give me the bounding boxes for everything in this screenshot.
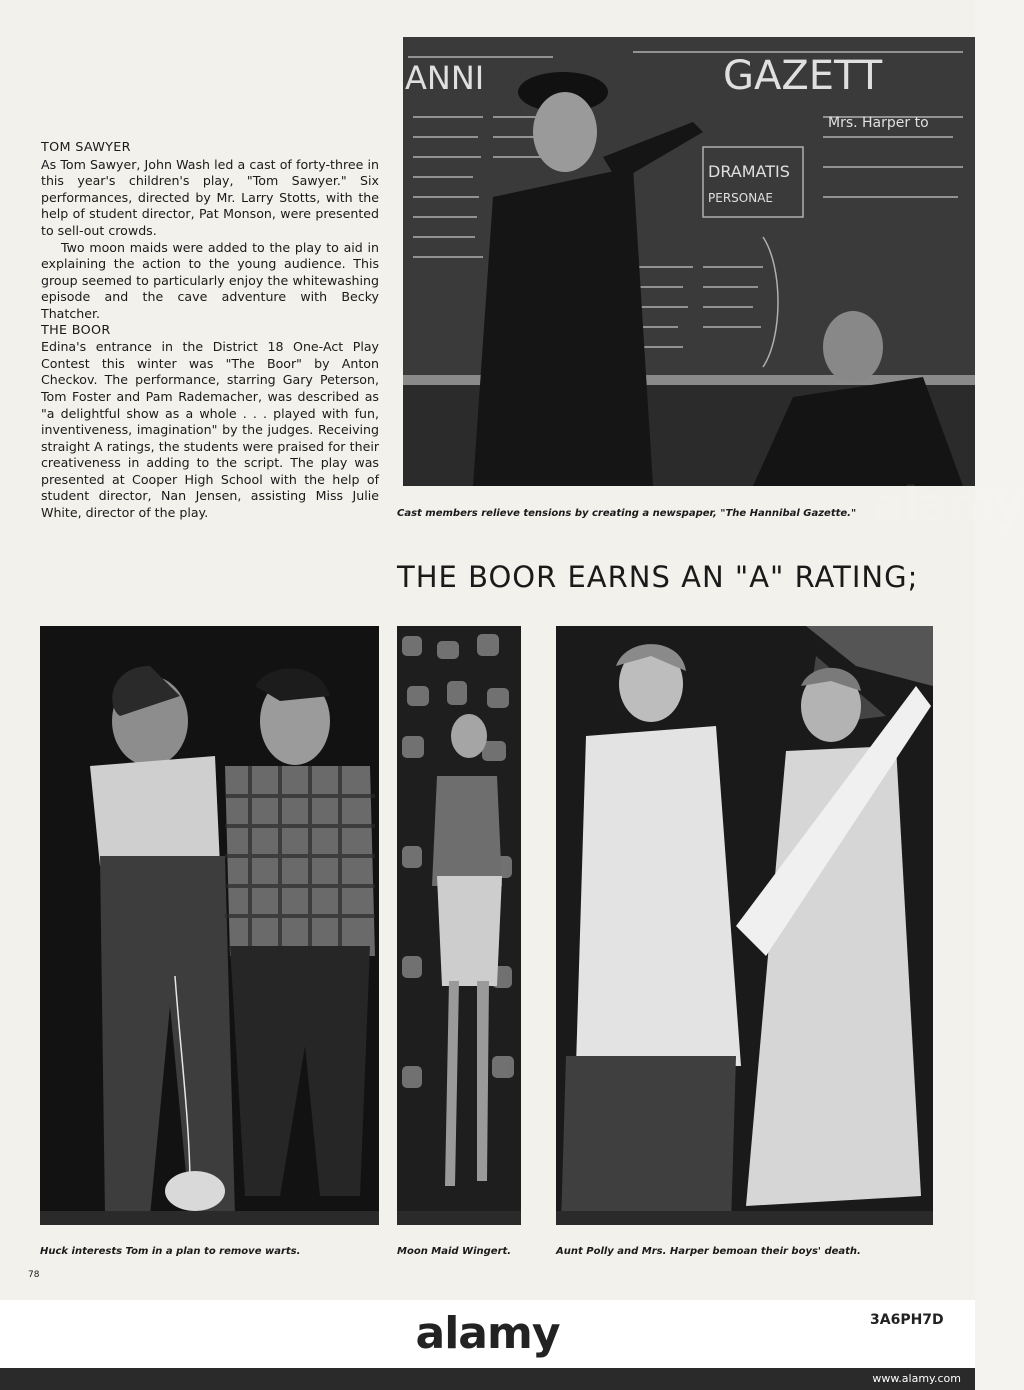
section-heading-tom-sawyer: TOM SAWYER (41, 140, 131, 155)
paragraph-tom-sawyer-2: Two moon maids were added to the play to aid in explaining the action to the young audience. This group seemed to particularly enjoy the whitewashing episode and the cave adventure with Becky Thatcher. (41, 239, 379, 321)
chalkboard-scene (403, 37, 975, 486)
moon-maid-scene (397, 626, 521, 1225)
image-id: 3A6PH7D (870, 1312, 944, 1328)
huck-tom-scene (40, 626, 379, 1225)
svg-text:GAZETT: GAZETT (723, 53, 883, 99)
photo-moon-maid (397, 626, 521, 1225)
photo-huck-and-tom (40, 626, 379, 1225)
caption-chalkboard: Cast members relieve tensions by creating a newspaper, "The Hannibal Gazette." (397, 508, 857, 519)
aunt-polly-scene (556, 626, 933, 1225)
photo-aunt-polly-mrs-harper (556, 626, 933, 1225)
caption-huck: Huck interests Tom in a plan to remove warts. (40, 1246, 301, 1257)
alamy-logo: alamy (415, 1308, 560, 1359)
svg-text:Mrs. Harper to: Mrs. Harper to (828, 115, 929, 131)
article-text (41, 140, 379, 522)
svg-text:PERSONAE: PERSONAE (708, 191, 773, 205)
paragraph-tom-sawyer-1: As Tom Sawyer, John Wash led a cast of forty-three in this year's children's play, "Tom Sawyer." Six performances, directed by Mr. Larry Stotts, with the help of student director, Pat Monson, were presented to sell-out crowds. (41, 156, 379, 238)
watermark-top: alamy (873, 477, 1024, 531)
caption-aunt-polly: Aunt Polly and Mrs. Harper bemoan their boys' death. (556, 1246, 861, 1257)
headline: THE BOOR EARNS AN "A" RATING; (397, 560, 919, 594)
paragraph-the-boor: Edina's entrance in the District 18 One-Act Play Contest this winter was "The Boor" by Anton Checkov. The performance, starring Gary Peterson, Tom Foster and Pam Rademacher, was described as "a delightful show as a whole . . . played with fun, inventiveness, imagination" by the judges. Receiving straight A ratings, the students were praised for their creativeness in adding to the script. The play was presented at Cooper High School with the help of student director, Nan Jensen, assisting Miss Julie White, director of the play. (41, 339, 379, 521)
svg-text:ANNI: ANNI (405, 59, 485, 97)
svg-text:DRAMATIS: DRAMATIS (708, 162, 790, 181)
caption-moon-maid: Moon Maid Wingert. (397, 1246, 512, 1257)
stock-banner-bar (0, 1368, 975, 1390)
page-number: 78 (28, 1270, 40, 1280)
section-heading-the-boor: THE BOOR (41, 322, 111, 338)
stock-url[interactable]: www.alamy.com (872, 1372, 961, 1385)
